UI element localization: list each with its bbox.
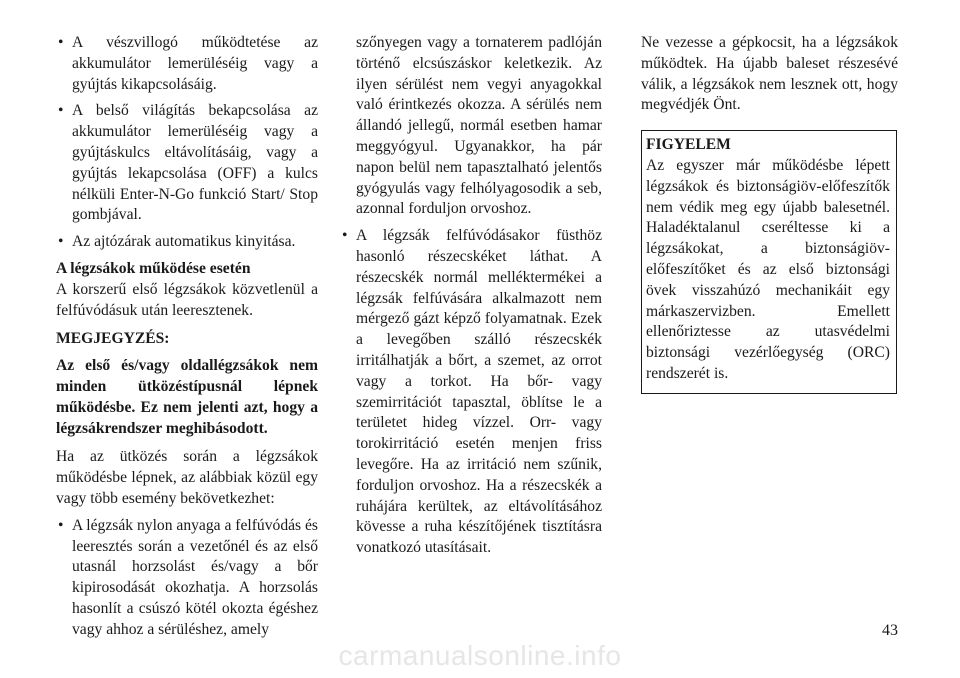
paragraph: Ha az ütközés során a légzsákok működésbe lépnek, az alábbiak közül egy vagy több esemény bekövetkezhet: bbox=[56, 448, 318, 507]
page-number: 43 bbox=[882, 622, 898, 639]
note-text: Az első és/vagy oldallégzsákok nem minden ütközéstípusnál lépnek működésbe. Ez nem jelenti azt, hogy a légzsákrendszer meghibásodott. bbox=[56, 357, 318, 437]
list-item: • A légzsák felfúvódásakor füsthöz hasonló részecskéket láthat. A részecskék normál melléktermékei a légzsák felfúvására alkalmazott nem mérgező gázt képző folyamatnak. Ezek a levegőben szálló részecskék irritálhatják a bőrt, a szemet, az orrot vagy a torkot. Ha bőr- vagy szemirritációt tapasztal, öblítse le a területet hideg vízzel. Orr- vagy torokirritáció esetén menjen friss levegőre. Ha az irritáció nem szűnik, forduljon orvoshoz. Ha a részecskék a ruhájára kerültek, az eltávolításához kövesse a ruha készítőjének tisztításra vonatkozó utasításait. bbox=[340, 226, 602, 559]
list-item: • Az ajtózárak automatikus kinyitása. bbox=[56, 232, 318, 253]
note-heading: MEGJEGYZÉS: bbox=[56, 330, 170, 348]
column-right bbox=[641, 33, 898, 394]
warning-text: Az egyszer már működésbe lépett légzsákok és biztonságiöv-előfeszítők nem védik meg egy újabb balesetnél. Haladéktalanul cseréltesse ki a légzsákokat, a biztonságiöv-előfeszítőket és az első biztonsági övek visszahúzó mechanikáit egy márkaszervizben. Emellett ellenőriztesse az utasvédelmi biztonsági vezérlőegység (ORC) rendszerét is. bbox=[646, 156, 890, 382]
list-item: • A vészvillogó működtetése az akkumulátor lemerüléséig vagy a gyújtás kikapcsolásáig. bbox=[56, 33, 318, 95]
warning-title: FIGYELEM bbox=[646, 136, 731, 154]
section-heading: A légzsákok működése esetén bbox=[56, 259, 251, 277]
list-item: • A légzsák nylon anyaga a felfúvódás és leeresztés során a vezetőnél és az első utasnál horzsolást és/vagy a bőr kipirosodását okozhatja. A horzsolás hasonlít a csúszó kötél okozta égéshez vagy ahhoz a sérüléshez, amely bbox=[56, 516, 318, 641]
bullet-list-top bbox=[56, 33, 318, 253]
bullet-list-bottom bbox=[56, 516, 318, 641]
paragraph: Ne vezesse a gépkocsit, ha a légzsákok működtek. Ha újabb baleset részesévé válik, a légzsákok nem lesznek ott, hogy megvédjék Önt. bbox=[641, 34, 898, 114]
watermark: carmanualsonline.info bbox=[338, 640, 622, 671]
continuation-text: szőnyegen vagy a tornaterem padlóján történő elcsúszáskor keletkezik. Az ilyen sérülést nem vegyi anyagokkal való érintkezés okozza. A sérülés nem állandó jellegű, normál esetben hamar meggyógyul. Ugyanakkor, ha pár napon belül nem tapasztalható jelentős gyógyulás vagy felhólyagosodik a seb, azonnal forduljon orvoshoz. bbox=[356, 34, 602, 218]
column-middle bbox=[340, 33, 602, 565]
column-left bbox=[56, 33, 318, 641]
bullet-list bbox=[340, 226, 602, 559]
warning-box bbox=[641, 130, 897, 394]
list-item: • A belső világítás bekapcsolása az akkumulátor lemerüléséig vagy a gyújtáskulcs eltávolításáig, vagy a gyújtás lekapcsolása (OFF) a kulcs nélküli Enter-N-Go funkció Start/ Stop gombjával. bbox=[56, 101, 318, 226]
section-text: A korszerű első légzsákok közvetlenül a felfúvódásuk után leeresztenek. bbox=[56, 280, 318, 319]
